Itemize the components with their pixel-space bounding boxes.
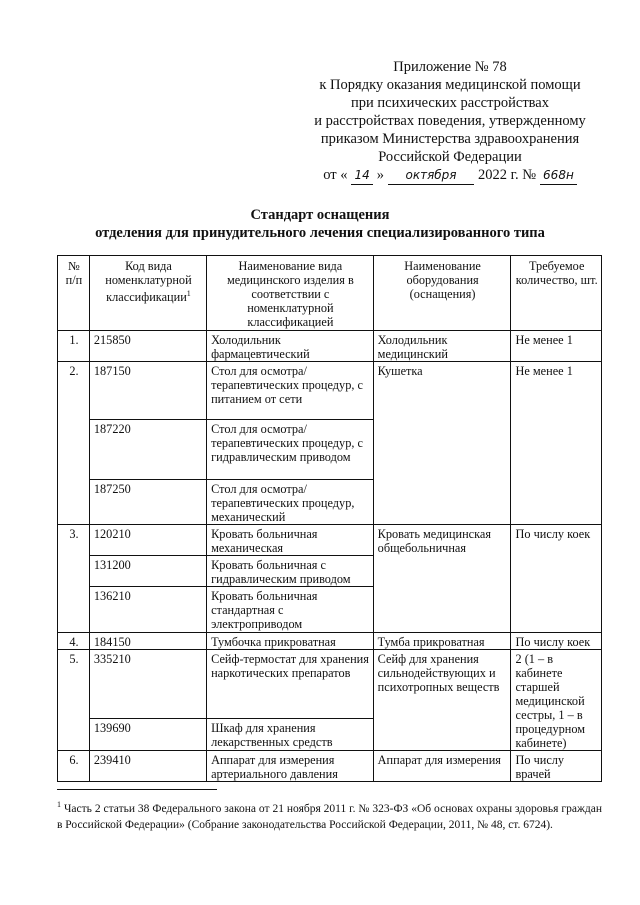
row-equipment: Кровать медицинская общебольничная — [373, 525, 511, 633]
title-line-2: отделения для принудительного лечения специализированного типа — [95, 225, 545, 241]
header-qty: Требуемое количество, шт. — [511, 256, 602, 331]
row-device: Тумбочка прикроватная — [207, 633, 374, 650]
row-num: 5. — [58, 650, 90, 751]
row-device: Кровать больничная механическая — [207, 525, 374, 556]
table-header-row — [58, 256, 602, 331]
row-device: Стол для осмотра/терапевтических процедур, с питанием от сети — [207, 362, 374, 420]
table-row — [58, 525, 602, 556]
row-code: 120210 — [89, 525, 206, 556]
order-month: октября — [388, 166, 474, 185]
header-device: Наименование вида медицинского изделия в соответствии с номенклатурной классификацией — [207, 256, 374, 331]
row-device: Стол для осмотра/терапевтических процедур, механический — [207, 480, 374, 525]
appendix-block — [290, 58, 610, 185]
equipment-table — [57, 255, 602, 782]
row-device: Кровать больничная с гидравлическим приводом — [207, 556, 374, 587]
row-qty: Не менее 1 — [511, 331, 602, 362]
row-code: 215850 — [89, 331, 206, 362]
row-device: Стол для осмотра/терапевтических процедур, с гидравлическим приводом — [207, 420, 374, 480]
header-code-text: Код вида номенклатурной классификации — [105, 259, 192, 305]
row-code: 184150 — [89, 633, 206, 650]
row-qty: 2 (1 – в кабинете старшей медицинской сестры, 1 – в процедурном кабинете) — [511, 650, 602, 751]
footnote-ref: 1 — [186, 289, 191, 298]
row-num: 2. — [58, 362, 90, 525]
appendix-line: при психических расстройствах — [350, 95, 549, 111]
row-device: Сейф-термостат для хранения наркотических препаратов — [207, 650, 374, 719]
order-date-line — [290, 166, 610, 185]
row-num: 6. — [58, 751, 90, 782]
row-device: Шкаф для хранения лекарственных средств — [207, 718, 374, 750]
title-line-1: Стандарт оснащения — [250, 207, 390, 223]
row-device: Кровать больничная стандартная с электроприводом — [207, 587, 374, 633]
row-equipment: Тумба прикроватная — [373, 633, 511, 650]
footnote-text: Часть 2 статьи 38 Федерального закона от 21 ноября 2011 г. № 323-ФЗ «Об основах охраны здоровья граждан в Российской Федерации» (Собрание законодательства Российской Федерации, 2011, № 48, ст. 6724). — [57, 802, 602, 831]
row-code: 187150 — [89, 362, 206, 420]
header-code — [89, 256, 206, 331]
appendix-line: приказом Министерства здравоохранения — [320, 131, 580, 147]
footnote-divider — [57, 789, 217, 790]
row-equipment: Холодильник медицинский — [373, 331, 511, 362]
appendix-line: Приложение № 78 — [393, 59, 507, 75]
row-qty: По числу коек — [511, 633, 602, 650]
table-row — [58, 362, 602, 420]
quote-close: » — [376, 167, 385, 183]
table-row — [58, 650, 602, 719]
row-code: 335210 — [89, 650, 206, 719]
row-num: 3. — [58, 525, 90, 633]
row-qty: По числу врачей — [511, 751, 602, 782]
order-year: 2022 г. № — [478, 167, 537, 183]
row-num: 4. — [58, 633, 90, 650]
row-code: 187250 — [89, 480, 206, 525]
from-label: от « — [323, 167, 348, 183]
header-num: № п/п — [58, 256, 90, 331]
table-row — [58, 751, 602, 782]
row-num: 1. — [58, 331, 90, 362]
row-qty: Не менее 1 — [511, 362, 602, 525]
appendix-line: Российской Федерации — [378, 149, 522, 165]
appendix-line: и расстройствах поведения, утвержденному — [314, 113, 586, 129]
row-code: 136210 — [89, 587, 206, 633]
table-row — [58, 331, 602, 362]
table-row — [58, 633, 602, 650]
row-equipment: Аппарат для измерения — [373, 751, 511, 782]
document-title — [0, 206, 640, 242]
row-code: 131200 — [89, 556, 206, 587]
row-qty: По числу коек — [511, 525, 602, 633]
row-equipment: Кушетка — [373, 362, 511, 525]
row-code: 239410 — [89, 751, 206, 782]
footnote — [57, 797, 602, 833]
footnote-mark: 1 — [57, 800, 61, 809]
row-code: 187220 — [89, 420, 206, 480]
order-day: 14 — [351, 166, 372, 185]
row-code: 139690 — [89, 718, 206, 750]
row-device: Холодильник фармацевтический — [207, 331, 374, 362]
row-equipment: Сейф для хранения сильнодействующих и психотропных веществ — [373, 650, 511, 751]
header-equipment: Наименование оборудования (оснащения) — [373, 256, 511, 331]
order-number: 668н — [540, 166, 577, 185]
row-device: Аппарат для измерения артериального давления — [207, 751, 374, 782]
appendix-line: к Порядку оказания медицинской помощи — [319, 77, 581, 93]
